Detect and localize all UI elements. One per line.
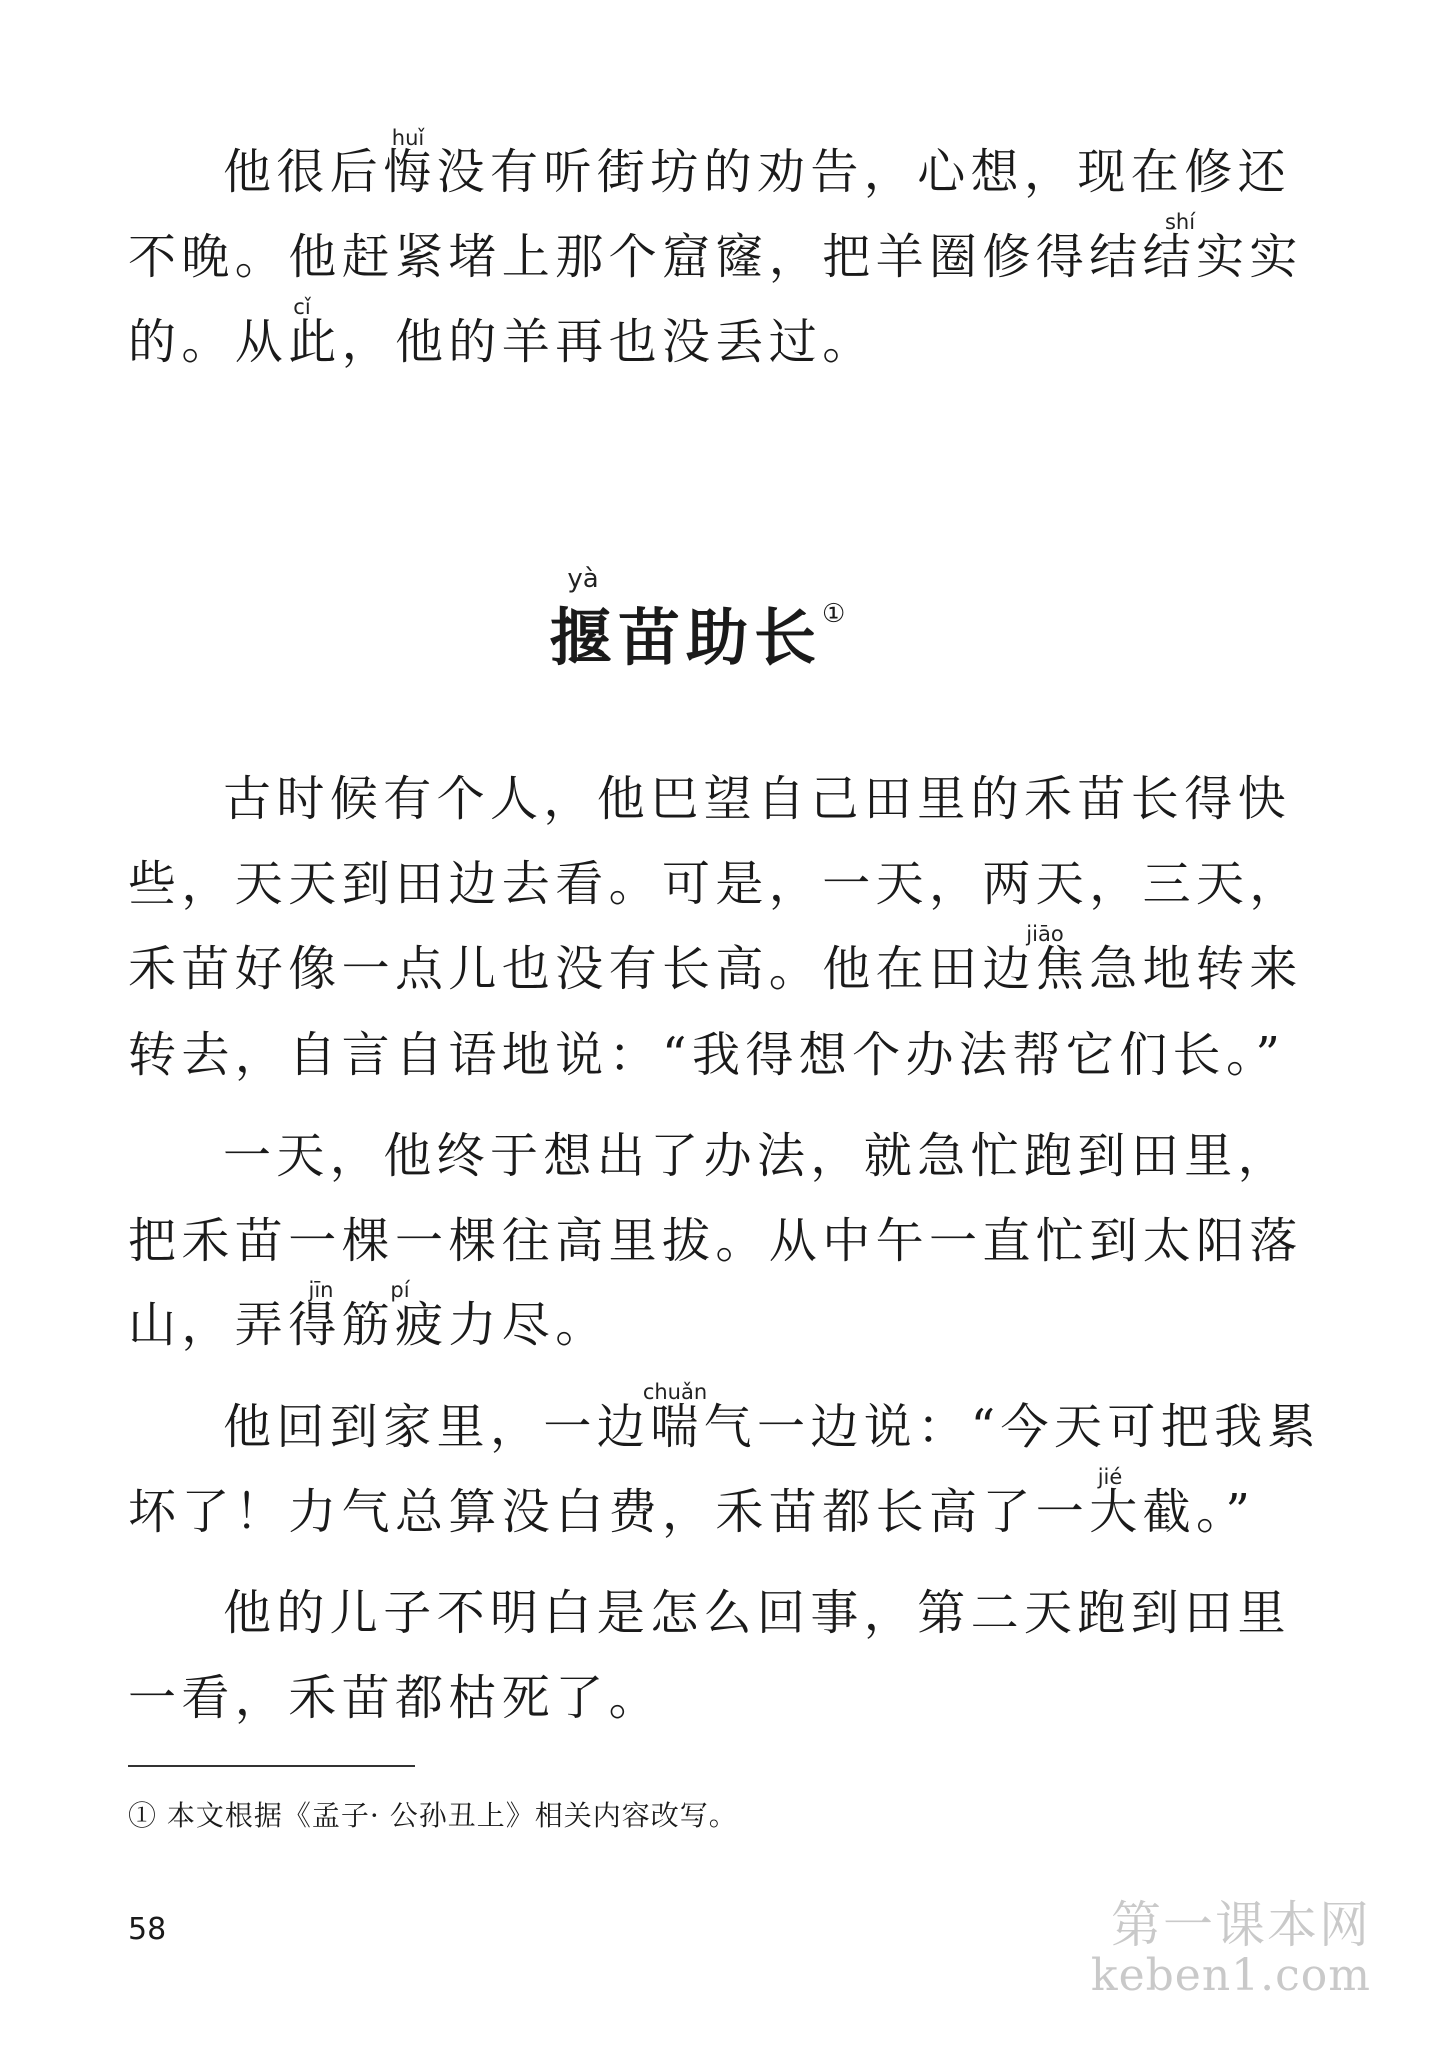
text-line-13: 他的儿子不明白是怎么回事，第二天跑到田里 — [223, 1585, 1292, 1641]
text-line-3: 的。从此，他的羊再也没丢过。 — [128, 314, 876, 370]
pinyin-pi: pí — [390, 1278, 410, 1302]
text-line-11: 他回到家里，一边喘气一边说：“今天可把我累 — [223, 1399, 1321, 1455]
watermark-en: keben1.com — [1090, 1950, 1371, 2001]
text-line-5: 些，天天到田边去看。可是，一天，两天，三天， — [128, 856, 1303, 912]
pinyin-jin: jīn — [308, 1278, 334, 1302]
story-title: 揠苗助长 — [550, 601, 823, 674]
text-line-7: 转去，自言自语地说：“我得想个办法帮它们长。” — [128, 1027, 1286, 1083]
pinyin-jie: jié — [1097, 1465, 1123, 1489]
text-line-12: 坏了！力气总算没白费，禾苗都长高了一大截。” — [128, 1484, 1256, 1540]
text-line-4: 古时候有个人，他巴望自己田里的禾苗长得快 — [223, 771, 1292, 827]
page-number: 58 — [128, 1912, 167, 1947]
footnote: ① 本文根据《孟子· 公孙丑上》相关内容改写。 — [128, 1799, 738, 1832]
text-line-10: 山，弄得筋疲力尽。 — [128, 1297, 609, 1353]
text-line-8: 一天，他终于想出了办法，就急忙跑到田里， — [223, 1128, 1292, 1184]
text-line-14: 一看，禾苗都枯死了。 — [128, 1670, 663, 1726]
pinyin-chuan: chuǎn — [642, 1380, 708, 1404]
text-line-9: 把禾苗一棵一棵往高里拔。从中午一直忙到太阳落 — [128, 1213, 1303, 1269]
pinyin-jiao: jiāo — [1026, 922, 1064, 946]
text-line-6: 禾苗好像一点儿也没有长高。他在田边焦急地转来 — [128, 941, 1303, 997]
watermark-cn: 第一课本网 — [1111, 1896, 1371, 1954]
text-line-1: 他很后悔没有听街坊的劝告，心想，现在修还 — [223, 144, 1292, 200]
pinyin-shi: shí — [1164, 210, 1196, 234]
pinyin-hui: huǐ — [391, 126, 425, 150]
pinyin-ci: cǐ — [293, 295, 311, 319]
footnote-divider — [128, 1765, 415, 1767]
text-line-2: 不晚。他赶紧堵上那个窟窿，把羊圈修得结结实实 — [128, 229, 1303, 285]
title-pinyin: yà — [567, 564, 599, 594]
title-footnote-mark: ① — [822, 599, 846, 629]
